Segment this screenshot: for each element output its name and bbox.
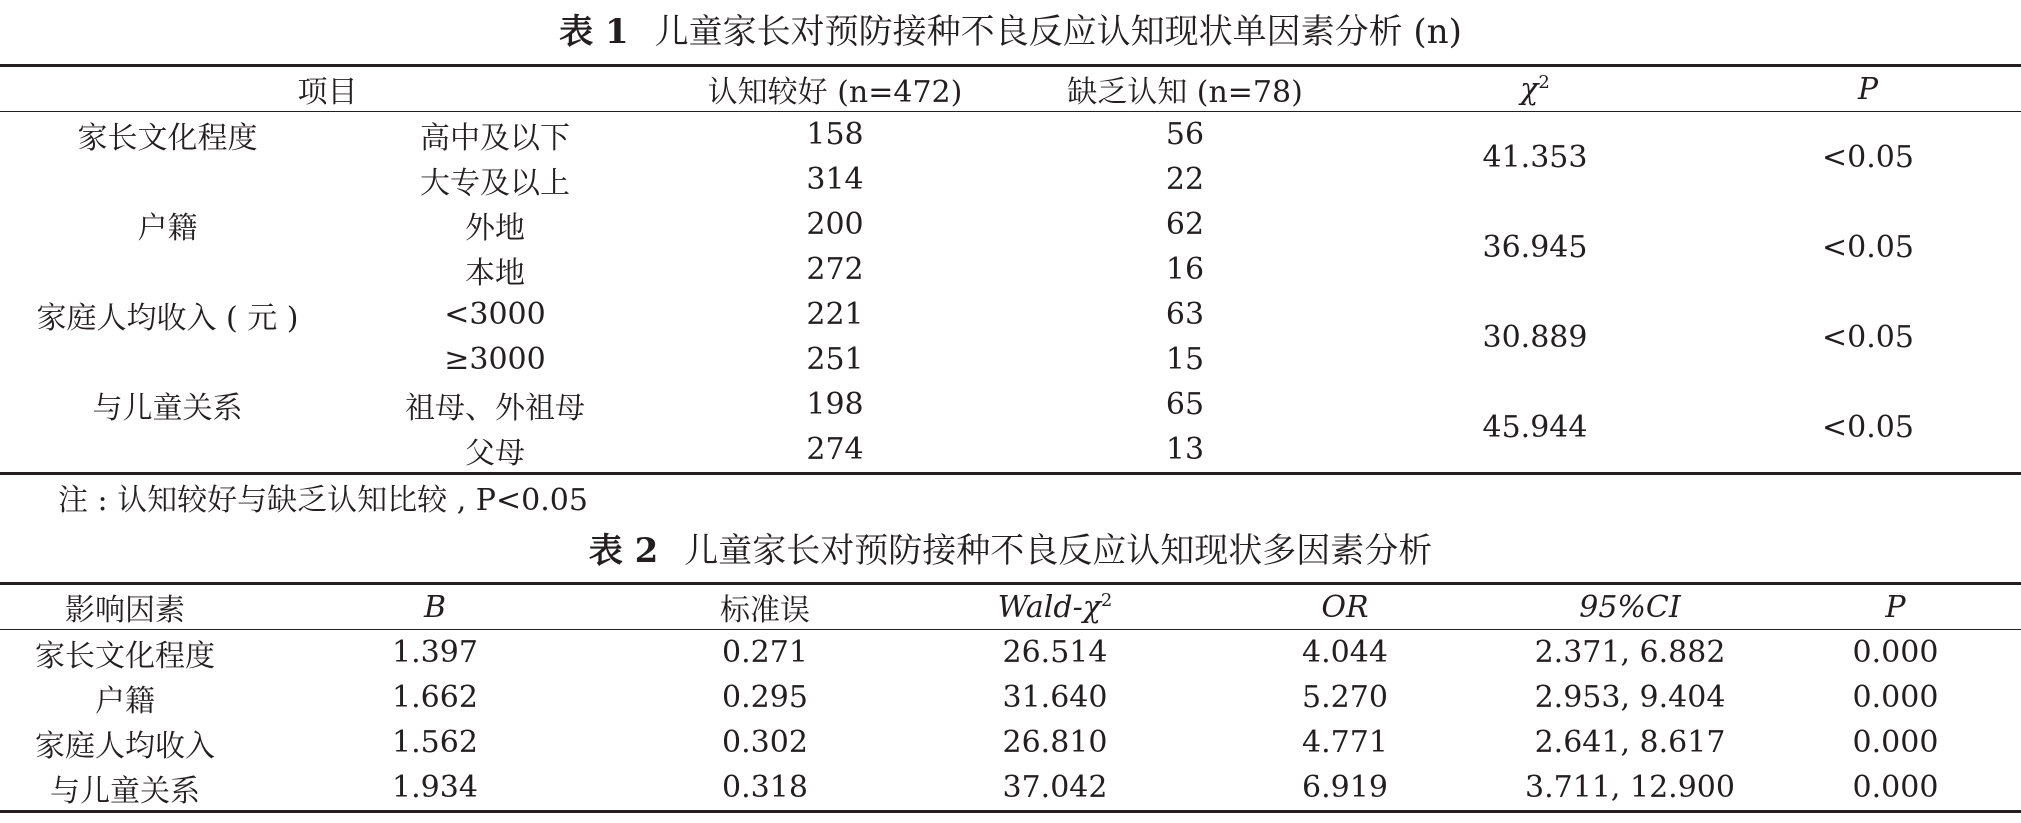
table-row <box>0 630 2021 676</box>
table-row <box>0 720 2021 765</box>
level-cell: 高中及以下 <box>420 120 570 156</box>
wald-cell: 26.514 <box>1002 635 1108 670</box>
b-cell: 1.562 <box>392 725 478 760</box>
table2-caption <box>0 531 2021 571</box>
header-or: OR <box>1200 584 1490 630</box>
table1-caption-text: 儿童家长对预防接种不良反应认知现状单因素分析 (n) <box>654 12 1462 52</box>
header-wald: Wald-$\chi^2$ <box>910 584 1200 630</box>
p-cell: 0.000 <box>1852 635 1939 670</box>
b-cell: 1.662 <box>392 680 478 715</box>
table1-caption-number: 表 1 <box>559 12 629 52</box>
table-row <box>0 675 2021 720</box>
ci-cell: 2.641, 8.617 <box>1534 725 1726 760</box>
good-cell: 314 <box>806 162 864 197</box>
factor-cell: 家长文化程度 <box>77 120 258 156</box>
lack-cell: 62 <box>1165 207 1205 242</box>
se-cell: 0.318 <box>722 770 808 805</box>
lack-cell: 22 <box>1165 162 1205 197</box>
table2-caption-number: 表 2 <box>588 531 659 571</box>
chi-square-cell: 36.945 <box>1482 229 1588 265</box>
table-row <box>0 202 2021 247</box>
ci-cell: 2.953, 9.404 <box>1534 680 1726 715</box>
se-cell: 0.295 <box>722 680 808 715</box>
wald-cell: 31.640 <box>1002 680 1108 715</box>
level-cell: 本地 <box>465 255 525 291</box>
level-cell: <3000 <box>444 297 546 332</box>
factor-cell: 户籍 <box>95 683 155 719</box>
header-standard-error: 标准误 <box>620 584 910 630</box>
chi-square-cell: 45.944 <box>1482 409 1588 445</box>
table1-note: 注 : 认知较好与缺乏认知比较 , P<0.05 <box>58 483 588 518</box>
table1-header-row <box>0 66 2021 112</box>
factor-cell: 与儿童关系 <box>50 773 200 809</box>
p-cell: 0.000 <box>1852 680 1939 715</box>
factor-cell: 户籍 <box>137 210 198 246</box>
factor-cell-empty <box>0 427 335 474</box>
b-cell: 1.934 <box>392 770 478 805</box>
factor-cell: 家庭人均收入 ( 元 ) <box>36 300 299 336</box>
lack-cell: 13 <box>1165 432 1205 467</box>
level-cell: ≥3000 <box>444 342 546 377</box>
or-cell: 6.919 <box>1302 770 1388 805</box>
good-cell: 198 <box>806 387 864 422</box>
lack-cell: 65 <box>1165 387 1205 422</box>
table-row <box>0 112 2021 158</box>
p-cell: 0.000 <box>1852 770 1939 805</box>
table1-caption <box>0 12 2021 52</box>
or-cell: 5.270 <box>1302 680 1388 715</box>
good-cell: 200 <box>806 207 864 242</box>
factor-cell: 家长文化程度 <box>35 638 215 674</box>
se-cell: 0.302 <box>722 725 808 760</box>
header-chi-square: $\chi^2$ <box>1355 66 1715 112</box>
good-cell: 251 <box>806 342 864 377</box>
multivariate-analysis-table <box>0 582 2021 813</box>
factor-cell-empty <box>0 157 335 202</box>
level-cell: 外地 <box>465 210 525 246</box>
p-value-cell: <0.05 <box>1822 229 1914 265</box>
chi-square-cell: 41.353 <box>1482 139 1588 175</box>
wald-cell: 26.810 <box>1002 725 1108 760</box>
lack-cell: 15 <box>1165 342 1205 377</box>
or-cell: 4.771 <box>1302 725 1388 760</box>
or-cell: 4.044 <box>1302 635 1388 670</box>
lack-cell: 56 <box>1165 117 1205 152</box>
chi-square-cell: 30.889 <box>1482 319 1588 355</box>
header-good-awareness: 认知较好 (n=472) <box>655 66 1015 112</box>
header-p-value: P <box>1715 66 2021 112</box>
good-cell: 274 <box>806 432 864 467</box>
factor-cell: 与儿童关系 <box>92 390 243 426</box>
level-cell: 父母 <box>465 435 525 471</box>
table2-header-row <box>0 584 2021 630</box>
good-cell: 272 <box>806 252 864 287</box>
header-p: P <box>1770 584 2021 630</box>
ci-cell: 3.711, 12.900 <box>1525 770 1735 805</box>
factor-cell-empty <box>0 337 335 382</box>
level-cell: 祖母、外祖母 <box>405 390 585 426</box>
table-row <box>0 382 2021 427</box>
p-value-cell: <0.05 <box>1822 319 1914 355</box>
header-item: 项目 <box>0 66 655 112</box>
factor-cell-empty <box>0 247 335 292</box>
lack-cell: 63 <box>1165 297 1205 332</box>
factor-cell: 家庭人均收入 <box>35 728 215 764</box>
header-b: B <box>250 584 620 630</box>
level-cell: 大专及以上 <box>420 165 570 201</box>
header-lack-awareness: 缺乏认知 (n=78) <box>1015 66 1355 112</box>
ci-cell: 2.371, 6.882 <box>1534 635 1726 670</box>
table-row <box>0 765 2021 812</box>
header-factor: 影响因素 <box>0 584 250 630</box>
p-cell: 0.000 <box>1852 725 1939 760</box>
wald-cell: 37.042 <box>1002 770 1108 805</box>
b-cell: 1.397 <box>392 635 478 670</box>
table-row <box>0 292 2021 337</box>
lack-cell: 16 <box>1165 252 1205 287</box>
table2-caption-text: 儿童家长对预防接种不良反应认知现状多因素分析 <box>684 531 1433 571</box>
se-cell: 0.271 <box>722 635 808 670</box>
p-value-cell: <0.05 <box>1822 139 1914 175</box>
univariate-analysis-table <box>0 64 2021 475</box>
good-cell: 221 <box>806 297 864 332</box>
p-value-cell: <0.05 <box>1822 409 1914 445</box>
header-ci: 95%CI <box>1490 584 1770 630</box>
good-cell: 158 <box>806 117 864 152</box>
